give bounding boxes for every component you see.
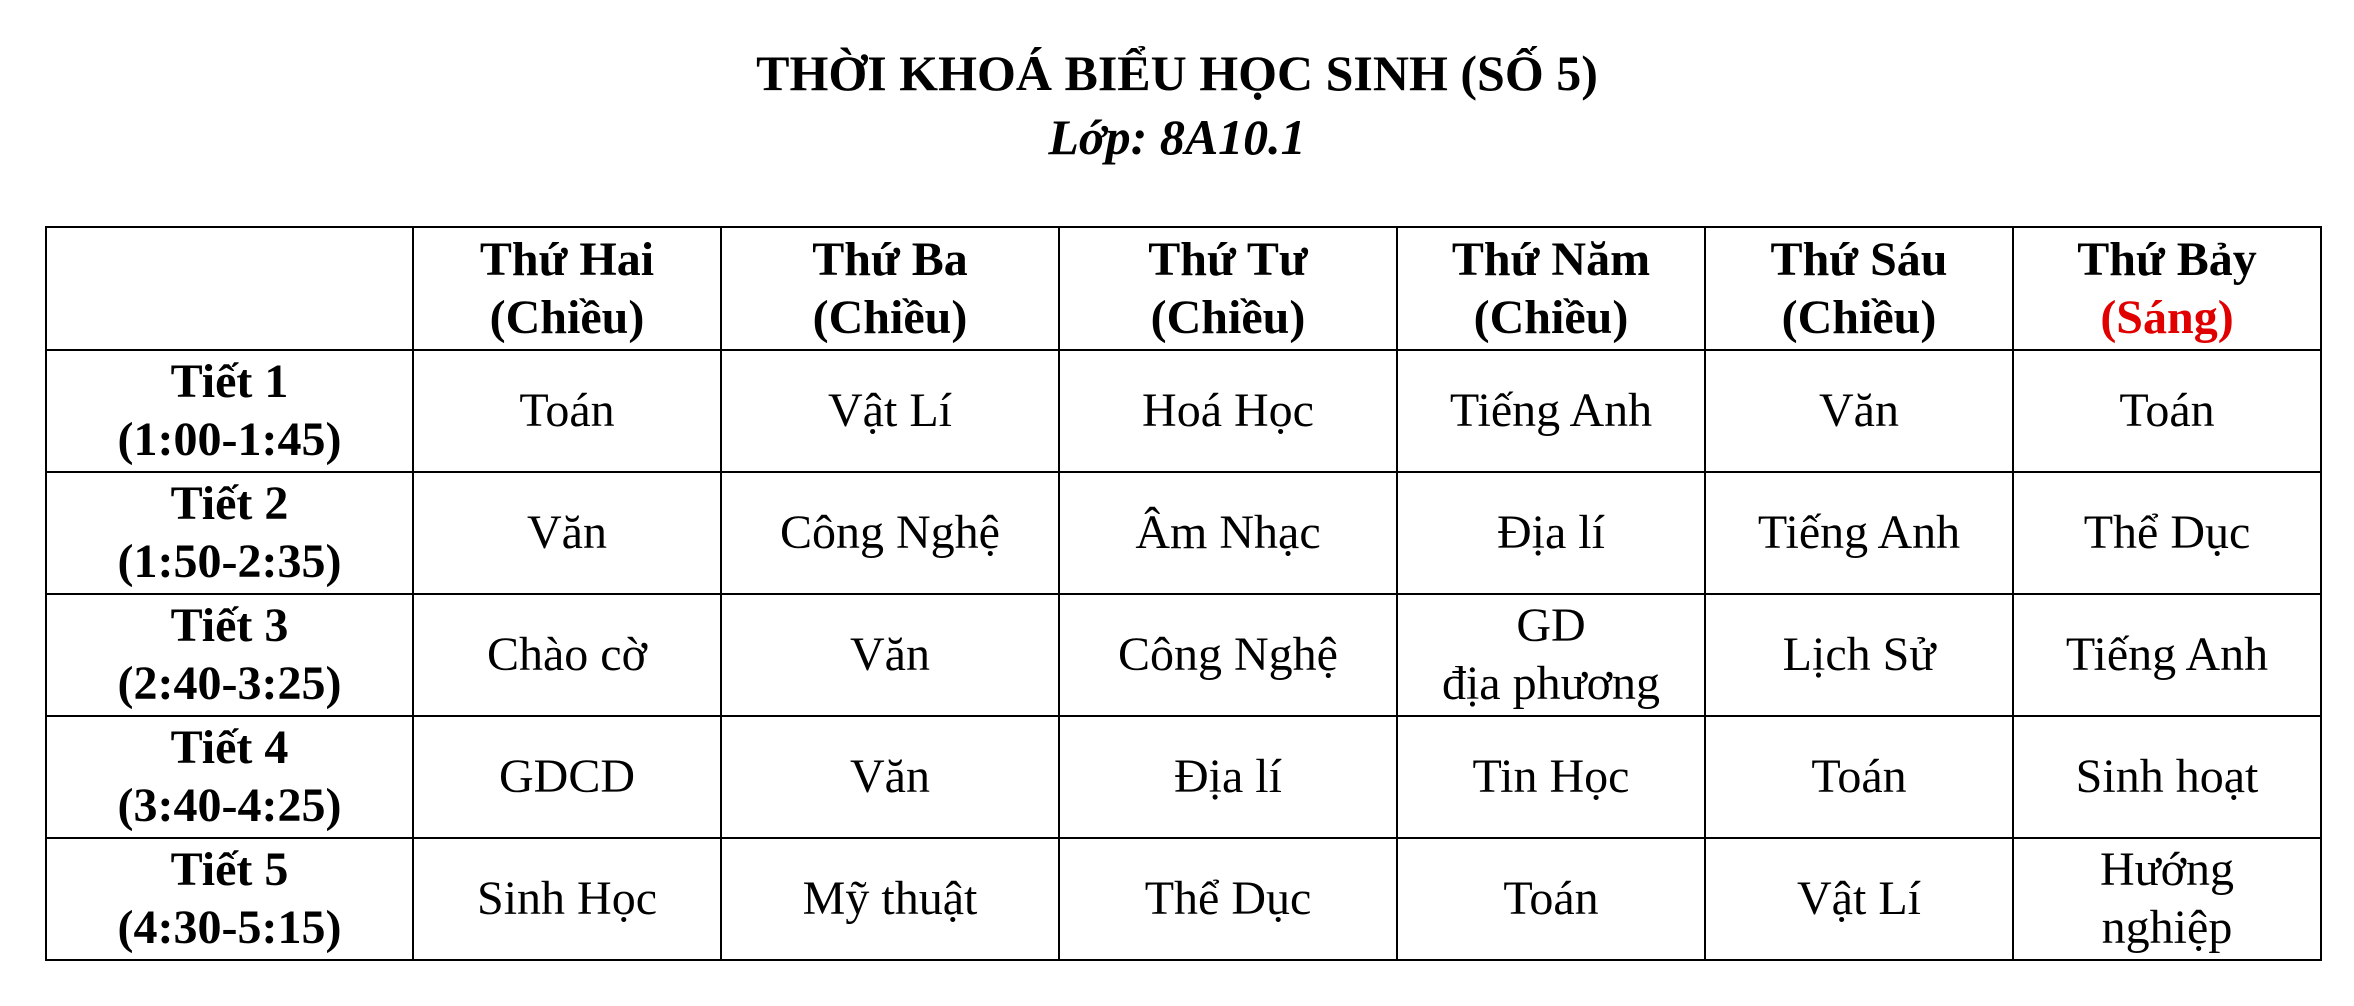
subject-name: Địa lí: [1497, 506, 1605, 559]
subject-name: Hoá Học: [1142, 384, 1314, 437]
subject-name: GDCD: [498, 750, 635, 803]
subject-name: Địa lí: [1174, 750, 1282, 803]
period-label: Tiết 4: [170, 721, 289, 774]
subject-cell: [721, 350, 1059, 472]
subject-name: Vật Lí: [828, 384, 952, 437]
subject-name: Toán: [1503, 872, 1599, 925]
subject-cell: [413, 472, 721, 594]
period-time: (4:30-5:15): [117, 901, 342, 954]
day-name: Thứ Sáu: [1770, 232, 1948, 286]
subject-cell: [1059, 472, 1397, 594]
subject-cell: [1397, 838, 1705, 960]
subject-cell: [1397, 716, 1705, 838]
day-session: (Chiều): [1150, 290, 1306, 344]
subject-name: Tiếng Anh: [2065, 628, 2269, 681]
subject-cell: [1705, 350, 2013, 472]
period-label: Tiết 5: [170, 843, 289, 896]
subject-name-line2: nghiệp: [2101, 901, 2233, 954]
day-header-tuesday: [721, 227, 1059, 350]
subject-name: Công Nghệ: [1118, 628, 1338, 681]
subject-cell: [1705, 716, 2013, 838]
day-header-saturday: [2013, 227, 2321, 350]
subject-cell: [1059, 838, 1397, 960]
day-session: (Chiều): [812, 290, 968, 344]
subject-cell: [2013, 350, 2321, 472]
table-row: [46, 716, 2321, 838]
subject-cell: [413, 594, 721, 716]
day-header-wednesday: [1059, 227, 1397, 350]
subject-name: Hướng: [2099, 843, 2235, 896]
day-session: (Chiều): [489, 290, 645, 344]
subject-name: Mỹ thuật: [802, 872, 978, 925]
day-header-monday: [413, 227, 721, 350]
period-time: (1:00-1:45): [117, 413, 342, 466]
subject-name: Toán: [2119, 384, 2215, 437]
table-row: [46, 594, 2321, 716]
subject-name: Vật Lí: [1797, 872, 1921, 925]
day-session-morning: (Sáng): [2100, 290, 2234, 344]
subject-cell: [1059, 594, 1397, 716]
subject-name: Tiếng Anh: [1757, 506, 1961, 559]
subject-name: Toán: [519, 384, 615, 437]
subject-cell: [1705, 472, 2013, 594]
day-session: (Chiều): [1781, 290, 1937, 344]
day-name: Thứ Hai: [479, 232, 655, 286]
subject-cell: [721, 716, 1059, 838]
period-time: (1:50-2:35): [117, 535, 342, 588]
subject-cell: [1059, 350, 1397, 472]
subject-cell: [721, 472, 1059, 594]
day-name: Thứ Tư: [1148, 232, 1308, 286]
subject-cell: [721, 594, 1059, 716]
subject-cell: [2013, 838, 2321, 960]
period-label: Tiết 1: [170, 355, 289, 408]
subject-name: GD: [1516, 599, 1586, 652]
subject-cell: [1705, 594, 2013, 716]
period-time: (3:40-4:25): [117, 779, 342, 832]
day-name: Thứ Ba: [812, 232, 968, 286]
subject-cell: [1397, 472, 1705, 594]
subject-name: Toán: [1811, 750, 1907, 803]
subject-cell: [721, 838, 1059, 960]
header-row: [46, 227, 2321, 350]
subject-name: Lịch Sử: [1782, 628, 1936, 681]
subject-name: Thể Dục: [2083, 506, 2251, 559]
period-time: (2:40-3:25): [117, 657, 342, 710]
page-title: THỜI KHOÁ BIỂU HỌC SINH (SỐ 5): [756, 45, 1598, 101]
table-row: [46, 350, 2321, 472]
table-row: [46, 472, 2321, 594]
subject-name: Văn: [850, 628, 930, 681]
subject-cell: [413, 716, 721, 838]
table-row: [46, 838, 2321, 960]
subject-cell: [1397, 594, 1705, 716]
day-session: (Chiều): [1473, 290, 1629, 344]
subject-name: Thể Dục: [1144, 872, 1312, 925]
subject-name: Tin Học: [1472, 750, 1630, 803]
subject-cell: [1397, 350, 1705, 472]
subject-name-line2: địa phương: [1441, 657, 1661, 710]
subject-cell: [2013, 716, 2321, 838]
subject-cell: [1705, 838, 2013, 960]
subject-cell: [413, 350, 721, 472]
subject-cell: [2013, 472, 2321, 594]
day-name: Thứ Năm: [1451, 232, 1651, 286]
subject-cell: [1059, 716, 1397, 838]
subject-name: Văn: [850, 750, 930, 803]
subject-name: Văn: [527, 506, 607, 559]
day-header-friday: [1705, 227, 2013, 350]
period-label: Tiết 2: [170, 477, 289, 530]
period-cell: [46, 350, 413, 472]
period-cell: [46, 838, 413, 960]
subject-name: Tiếng Anh: [1449, 384, 1653, 437]
subject-name: Công Nghệ: [780, 506, 1000, 559]
corner-cell: [46, 227, 413, 350]
subject-name: Sinh Học: [477, 872, 657, 925]
class-label: Lớp: 8A10.1: [1048, 109, 1306, 165]
subject-cell: [2013, 594, 2321, 716]
subject-name: Sinh hoạt: [2075, 750, 2259, 803]
day-name: Thứ Bảy: [2077, 232, 2257, 286]
period-cell: [46, 472, 413, 594]
subject-name: Chào cờ: [486, 628, 647, 681]
period-cell: [46, 594, 413, 716]
day-header-thursday: [1397, 227, 1705, 350]
subject-name: Văn: [1819, 384, 1899, 437]
period-cell: [46, 716, 413, 838]
timetable: [45, 226, 2322, 961]
subject-name: Âm Nhạc: [1135, 506, 1321, 559]
period-label: Tiết 3: [170, 599, 289, 652]
subject-cell: [413, 838, 721, 960]
